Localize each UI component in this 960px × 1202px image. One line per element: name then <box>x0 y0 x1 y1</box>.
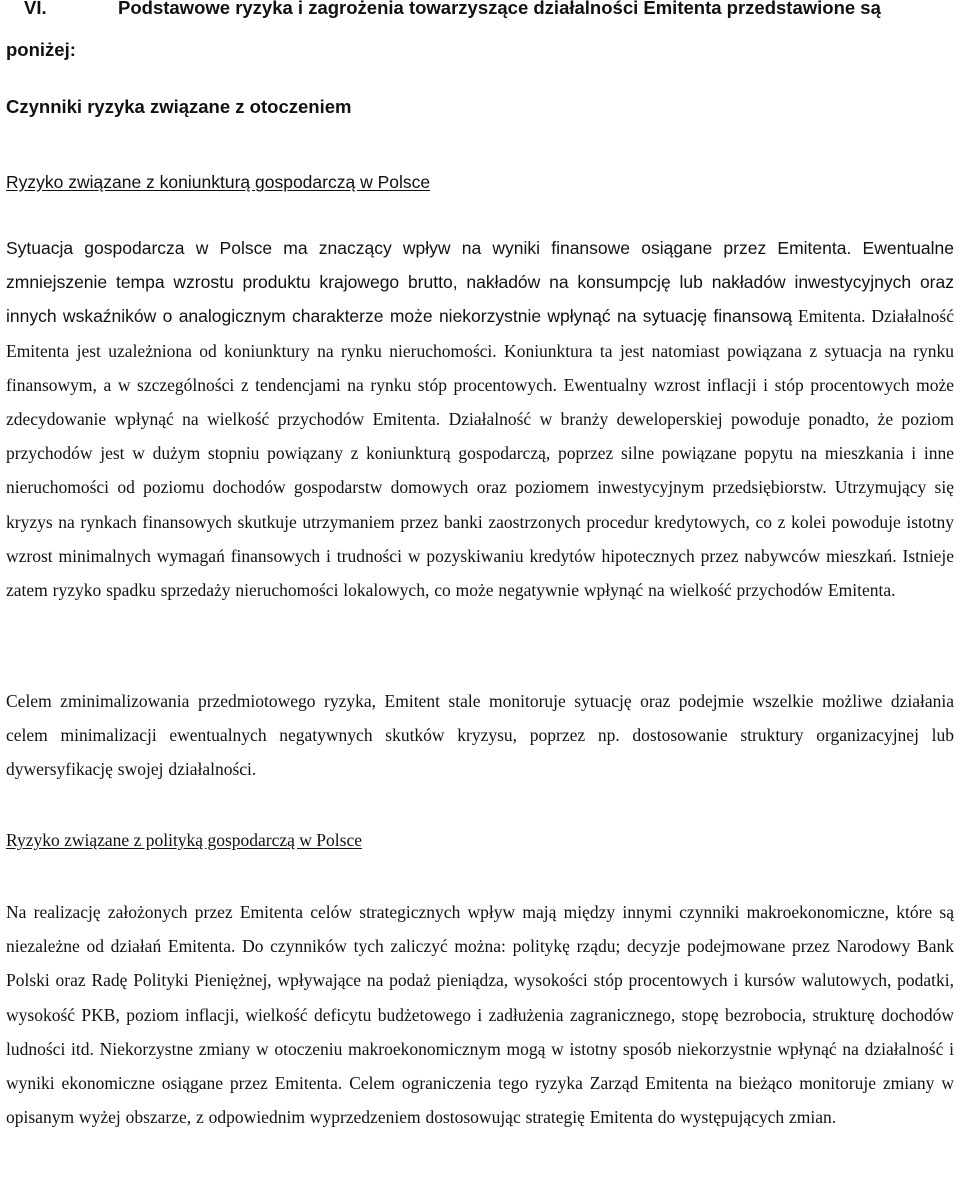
risk-economic-situation-title: Ryzyko związane z koniunkturą gospodarczą w Polsce <box>6 172 431 192</box>
paragraph-part-sans: Sytuacja gospodarcza w Polsce ma znaczący wpływ na wyniki finansowe osiągane przez Emitenta. Ewentualne zmniejszenie tempa wzrostu produktu krajowego brutto, nakładów na konsumpcję lub nakładów inwestycyjnych oraz innych wskaźników o analogicznym charakterze może niekorzystnie wpłynąć na sytuację finansową <box>6 238 954 327</box>
risk-economic-policy-paragraph: Na realizację założonych przez Emitenta celów strategicznych wpływ mają między innymi czynniki makroekonomiczne, które są niezależne od działań Emitenta. Do czynników tych zaliczyć można: politykę rządu; decyzje podejmowane przez Narodowy Bank Polski oraz Radę Polityki Pieniężnej, wpływające na podaż pieniądza, wysokości stóp procentowych i kursów walutowych, podatki, wysokość PKB, poziom inflacji, wielkość deficytu budżetowego i zadłużenia zagranicznego, stopę bezrobocia, strukturę dochodów ludności itd. Niekorzystne zmiany w otoczeniu makroekonomicznym mogą w istotny sposób niekorzystnie wpłynąć na działalność i wyniki ekonomiczne osiągane przez Emitenta. Celem ograniczenia tego ryzyka Zarząd Emitenta na bieżąco monitoruje zmiany w opisanym wyżej obszarze, z odpowiednim wyprzedzeniem dostosowując strategię Emitenta do występujących zmian. <box>6 902 954 1128</box>
paragraph-part-serif: Emitenta. Działalność Emitenta jest uzależniona od koniunktury na rynku nieruchomości. Koniunktura ta jest natomiast powiązana z sytuacja na rynku finansowym, a w szczególności z tendencjami na rynku stóp procentowych. Ewentualny wzrost inflacji i stóp procentowych może zdecydowanie wpłynąć na wielkość przychodów Emitenta. Działalność w branży deweloperskiej powoduje ponadto, że poziom przychodów jest w dużym stopniu powiązany z koniunkturą gospodarczą, poprzez silne powiązane popytu na mieszkania i inne nieruchomości od poziomu dochodów gospodarstw domowych oraz poziomem inwestycyjnym przedsiębiorstw. Utrzymujący się kryzys na rynkach finansowych skutkuje utrzymaniem przez banki zaostrzonych procedur kredytowych, co z kolei powoduje istotny wzrost minimalnych wymagań finansowych i trudności w pozyskiwaniu kredytów hipotecznych przez nabywców mieszkań. Istnieje zatem ryzyko spadku sprzedaży nieruchomości lokalowych, co może negatywnie wpłynąć na wielkość przychodów Emitenta. <box>6 306 955 601</box>
risk-economic-situation-mitigation: Celem zminimalizowania przedmiotowego ryzyka, Emitent stale monitoruje sytuację oraz podejmie wszelkie możliwe działania celem minimalizacji ewentualnych negatywnych skutków kryzysu, poprzez np. dostosowanie struktury organizacyjnej lub dywersyfikację swojej działalności. <box>6 691 954 780</box>
section-number: VI. <box>24 0 47 18</box>
subheading: Czynniki ryzyka związane z otoczeniem <box>6 96 352 117</box>
section-title-continuation: poniżej: <box>6 39 76 60</box>
section-title: Podstawowe ryzyka i zagrożenia towarzyszące działalności Emitenta przedstawione są <box>118 0 881 18</box>
risk-economic-policy-title: Ryzyko związane z polityką gospodarczą w Polsce <box>6 830 362 850</box>
risk-economic-situation-paragraph <box>6 231 954 607</box>
